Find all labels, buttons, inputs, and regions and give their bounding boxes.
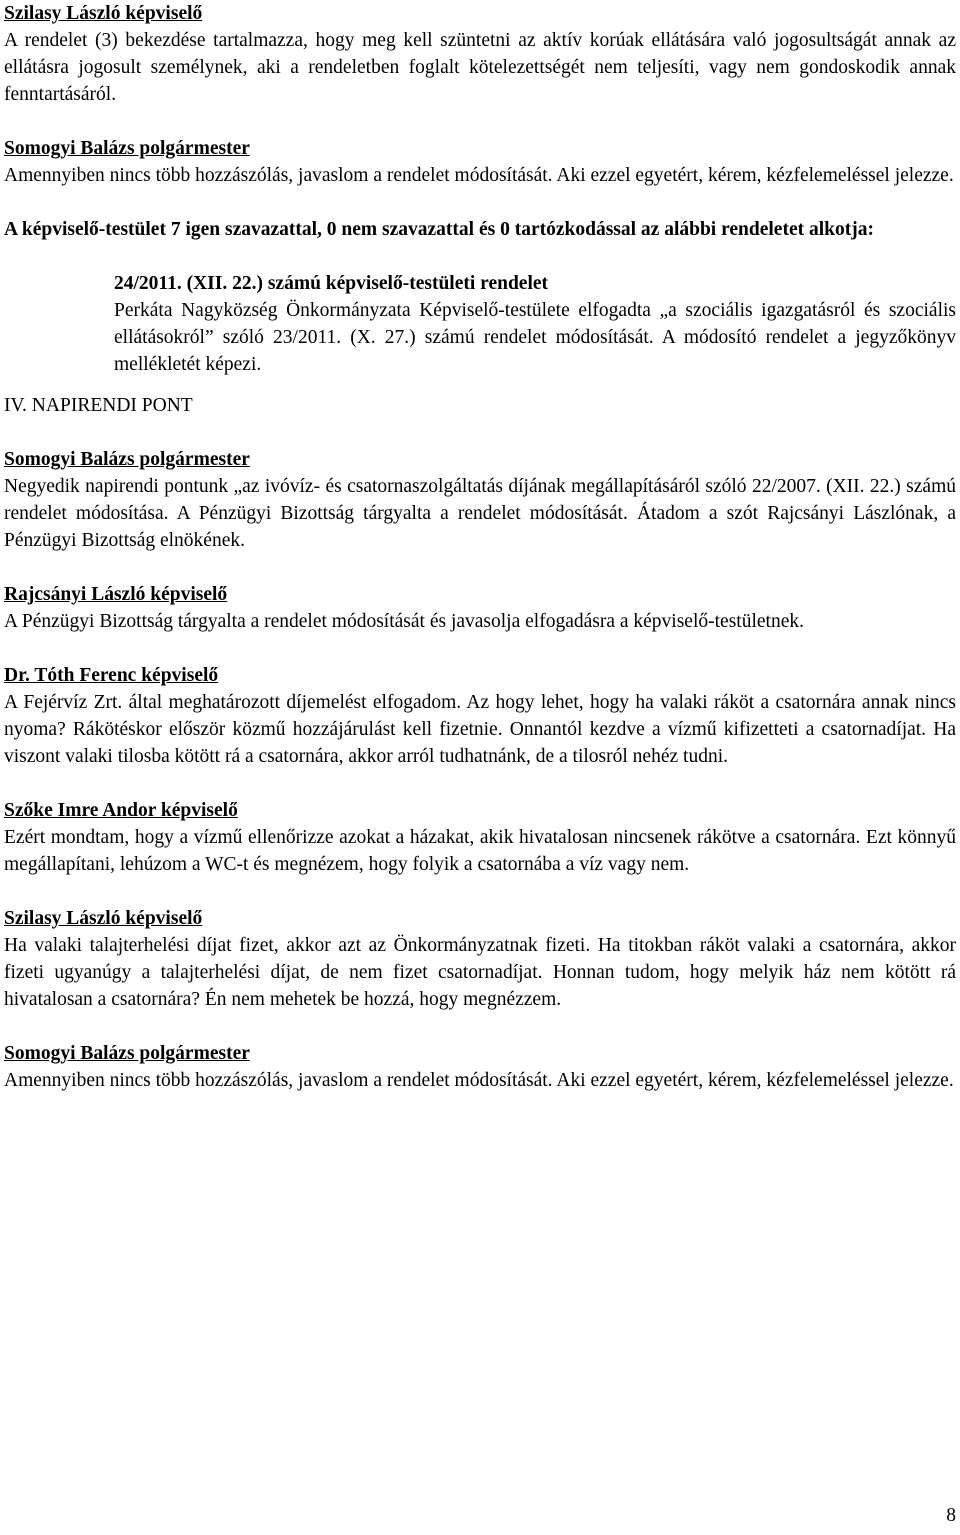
speech-text: Negyedik napirendi pontunk „az ivóvíz- és csatornaszolgáltatás díjának megállapításáról szóló 22/2007. (XII. 22.) számú rendelet módosítása. A Pénzügyi Bizottság tárgyalta a rendelet módosítását. Átadom a szót Rajcsányi Lászlónak, a Pénzügyi Bizottság elnökének. xyxy=(4,476,956,551)
speech-text: A Fejérvíz Zrt. által meghatározott díjemelést elfogadom. Az hogy lehet, hogy ha valaki ráköt a csatornára annak nincs nyoma? Rákötéskor először közmű hozzájárulást kell fizetnie. Onnantól kezdve a vízmű kifizetteti a csatornadíjat. Ha viszont valaki tilosba kötött rá a csatornára, akkor arról tudhatnánk, de a tilosról nehéz tudni. xyxy=(4,692,956,767)
speech-text: A rendelet (3) bekezdése tartalmazza, hogy meg kell szüntetni az aktív korúak ellátására való jogosultságát annak az ellátásra jogosult személynek, aki a rendeletben foglalt kötelezettségét nem teljesíti, vagy nem gondoskodik annak fenntartásáról. xyxy=(4,30,956,105)
speech-entry xyxy=(4,662,956,770)
decree-text: Perkáta Nagyközség Önkormányzata Képviselő-testülete elfogadta „a szociális igazgatásról és szociális ellátásokról” szóló 23/2011. (X. 27.) számú rendelet módosítását. A módosító rendelet a jegyzőkönyv mellékletét képezi. xyxy=(114,300,956,375)
speech-text: Ha valaki talajterhelési díjat fizet, akkor azt az Önkormányzatnak fizeti. Ha titokban ráköt valaki a csatornára, akkor fizeti ugyanúgy a talajterhelési díjat, de nem fizet csatornadíjat. Honnan tudom, hogy melyik ház nem kötött rá hivatalosan a csatornára? Én nem mehetek be hozzá, hogy megnézzem. xyxy=(4,935,956,1010)
speech-entry xyxy=(4,135,956,189)
speech-entry xyxy=(4,0,956,108)
speech-entry xyxy=(4,446,956,554)
decree-block xyxy=(114,270,956,378)
speech-entry xyxy=(4,905,956,1013)
decree-title: 24/2011. (XII. 22.) számú képviselő-testületi rendelet xyxy=(114,273,549,294)
speaker-name: Dr. Tóth Ferenc képviselő xyxy=(4,665,219,686)
section-heading: IV. NAPIRENDI PONT xyxy=(4,395,193,416)
page-number: 8 xyxy=(946,1505,956,1526)
speaker-name: Szőke Imre Andor képviselő xyxy=(4,800,238,821)
document-page xyxy=(4,0,956,1121)
vote-result: A képviselő-testület 7 igen szavazattal, 0 nem szavazattal és 0 tartózkodással az alábbi rendeletet alkotja: xyxy=(4,219,874,240)
speech-text: Amennyiben nincs több hozzászólás, javaslom a rendelet módosítását. Aki ezzel egyetért, kérem, kézfelemeléssel jelezze. xyxy=(4,165,954,186)
speech-entry xyxy=(4,581,956,635)
speaker-name: Somogyi Balázs polgármester xyxy=(4,1043,250,1064)
speaker-name: Szilasy László képviselő xyxy=(4,908,203,929)
speech-entry xyxy=(4,1040,956,1094)
speech-entry xyxy=(4,797,956,878)
speech-text: Ezért mondtam, hogy a vízmű ellenőrizze azokat a házakat, akik hivatalosan nincsenek rákötve a csatornára. Ezt könnyű megállapítani, lehúzom a WC-t és megnézem, hogy folyik a csatornába a víz vagy nem. xyxy=(4,827,956,875)
speaker-name: Somogyi Balázs polgármester xyxy=(4,138,250,159)
speaker-name: Szilasy László képviselő xyxy=(4,3,203,24)
speech-text: Amennyiben nincs több hozzászólás, javaslom a rendelet módosítását. Aki ezzel egyetért, kérem, kézfelemeléssel jelezze. xyxy=(4,1070,954,1091)
speaker-name: Rajcsányi László képviselő xyxy=(4,584,228,605)
speech-text: A Pénzügyi Bizottság tárgyalta a rendelet módosítását és javasolja elfogadásra a képviselő-testületnek. xyxy=(4,611,804,632)
speaker-name: Somogyi Balázs polgármester xyxy=(4,449,250,470)
